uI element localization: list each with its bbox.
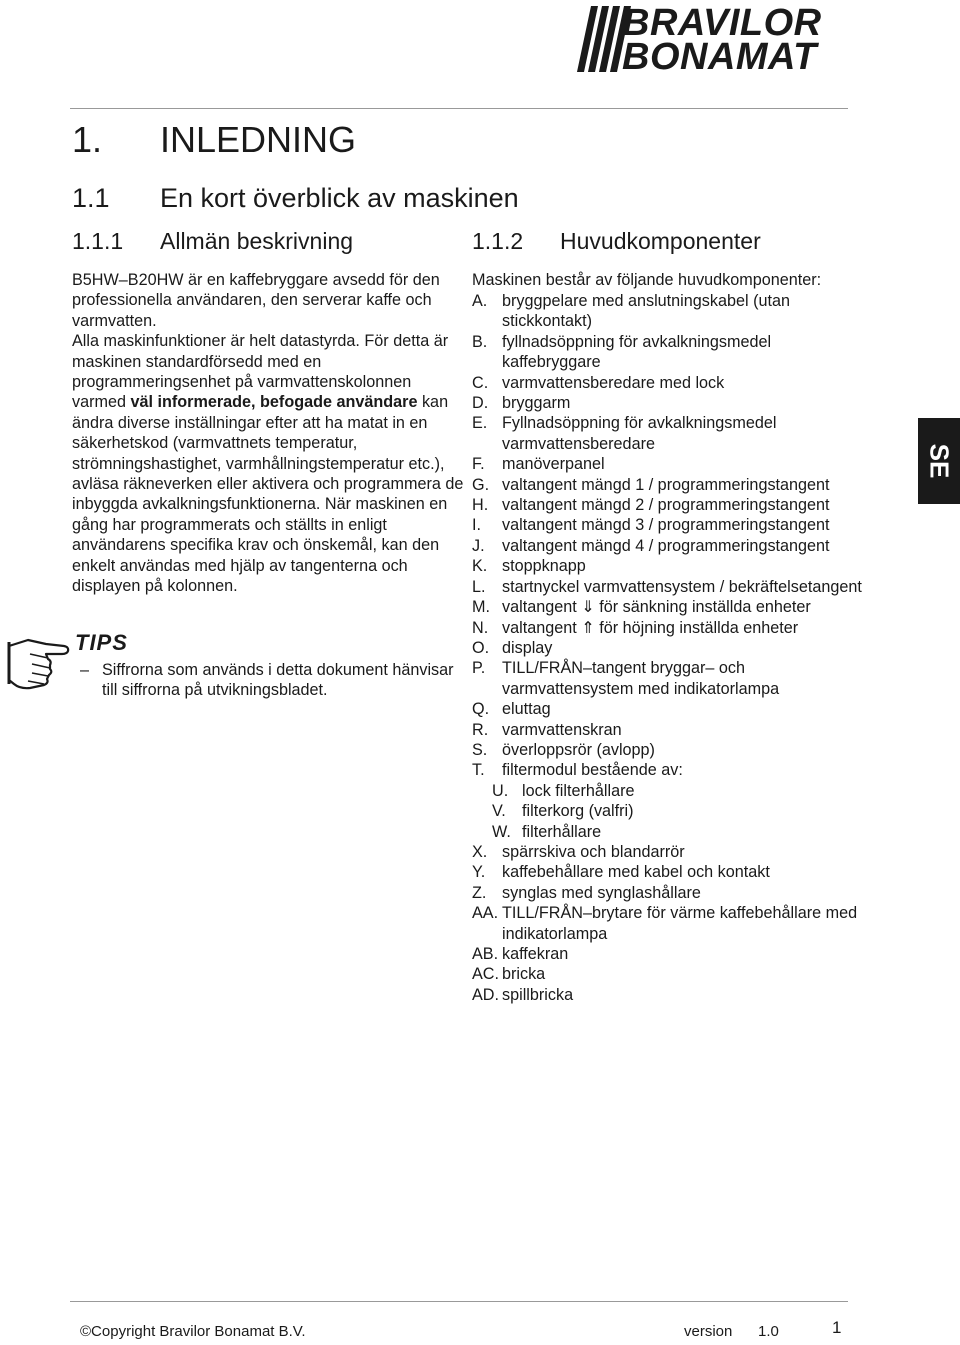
list-item-key: B. xyxy=(472,332,488,351)
paragraph-text: kan ändra diverse inställningar efter att ha matat in en säkerhetskod (varmvattnets temperatur, strömningshastighet, varmhållningstemperatur etc.), avläsa räkneverken eller aktivera och programmera de inbyggda avkalkningsfunktionerna. När maskinen en gång har programmerats och ställts in enligt användarens specifika krav och önskemål, kan den enkelt användas med hjälp av tangenterna och displayen på kolonnen. xyxy=(72,393,464,596)
subsection-heading-general xyxy=(72,226,353,256)
list-item xyxy=(472,801,872,821)
list-item-key: X. xyxy=(472,842,488,861)
list-item xyxy=(472,413,872,454)
subsection-heading-components xyxy=(472,226,761,256)
tips-dash: – xyxy=(80,661,90,679)
list-item xyxy=(472,373,872,393)
list-item-text: display xyxy=(502,638,553,657)
list-item-key: F. xyxy=(472,455,485,474)
tips-note xyxy=(80,660,462,701)
section-title: En kort överblick av maskinen xyxy=(160,183,519,213)
chapter-heading xyxy=(72,118,356,162)
subsection-number: 1.1.2 xyxy=(472,228,524,254)
paragraph-bold-text: väl informerade, befogade användare xyxy=(130,393,418,412)
list-item-key: J. xyxy=(472,536,485,555)
list-item xyxy=(472,556,872,576)
list-item-text: filtermodul bestående av: xyxy=(502,761,683,780)
list-item-key: A. xyxy=(472,292,488,310)
header-rule xyxy=(70,108,848,109)
footer-rule xyxy=(70,1301,848,1302)
list-item-text: spillbricka xyxy=(502,985,574,1004)
list-item xyxy=(472,597,872,617)
list-item-key: AC. xyxy=(472,965,499,984)
list-item-text: eluttag xyxy=(502,700,551,719)
list-item xyxy=(472,332,872,373)
list-item-text: fyllnadsöppning för avkalkningsmedel kaffebryggare xyxy=(502,332,772,372)
list-item-key: S. xyxy=(472,740,488,759)
list-item-text: TILL/FRÅN–tangent bryggar– och varmvattensystem med indikatorlampa xyxy=(502,659,780,698)
list-item-key: R. xyxy=(472,720,489,739)
list-item-key: M. xyxy=(472,598,490,617)
list-item-key: Z. xyxy=(472,883,487,902)
logo-bars-icon xyxy=(578,4,626,74)
list-item-key: T. xyxy=(472,761,485,780)
list-item-text: bricka xyxy=(502,965,546,984)
description-paragraph-1: B5HW–B20HW är en kaffebryggare avsedd för den professionella användaren, den serverar kaffe och varmvatten. xyxy=(72,271,440,330)
list-item-text: valtangent ⇓ för sänkning inställda enheter xyxy=(502,598,811,617)
list-item-text: spärrskiva och blandarrör xyxy=(502,842,685,861)
section-number: 1.1 xyxy=(72,183,110,213)
list-item-text: varmvattensberedare med lock xyxy=(502,373,725,392)
list-item xyxy=(472,760,872,780)
list-item-text: kaffekran xyxy=(502,945,569,963)
list-item-text: bryggarm xyxy=(502,394,571,413)
list-item-text: valtangent ⇑ för höjning inställda enheter xyxy=(502,618,799,637)
chapter-number: 1. xyxy=(72,119,103,160)
list-item xyxy=(472,577,872,597)
list-item xyxy=(472,964,872,984)
list-item-text: varmvattenskran xyxy=(502,720,622,739)
list-item xyxy=(472,985,872,1005)
list-item xyxy=(472,618,872,638)
list-item xyxy=(472,903,872,944)
list-item-key: D. xyxy=(472,394,489,413)
list-item-text: filterhållare xyxy=(522,822,602,841)
list-item-key: U. xyxy=(492,781,509,800)
footer-version-number: 1.0 xyxy=(758,1323,779,1340)
list-item-key: C. xyxy=(472,373,489,392)
list-item-key: H. xyxy=(472,496,489,515)
list-item-key: O. xyxy=(472,638,490,657)
list-item xyxy=(472,822,872,842)
list-item-key: I. xyxy=(472,516,481,535)
list-item xyxy=(472,515,872,535)
section-heading xyxy=(72,180,519,216)
subsection-number: 1.1.1 xyxy=(72,228,124,254)
list-item-key: V. xyxy=(492,802,506,821)
list-item-key: Y. xyxy=(472,863,486,882)
list-item xyxy=(472,393,872,413)
subsection-title: Allmän beskrivning xyxy=(160,228,354,254)
list-item xyxy=(472,842,872,862)
list-item-key: Q. xyxy=(472,700,490,719)
list-item-key: AA. xyxy=(472,904,499,923)
list-item-text: kaffebehållare med kabel och kontakt xyxy=(502,863,770,882)
tips-title: TIPS xyxy=(75,630,128,655)
description-paragraph-2 xyxy=(72,331,464,596)
list-item-text: startnyckel varmvattensystem / bekräftelsetangent xyxy=(502,577,862,596)
pointing-hand-icon xyxy=(6,632,72,694)
list-item-key: E. xyxy=(472,414,488,433)
general-description xyxy=(72,270,464,597)
list-item-text: TILL/FRÅN–brytare för värme kaffebehållare med indikatorlampa xyxy=(502,904,858,943)
list-item xyxy=(472,454,872,474)
list-item xyxy=(472,638,872,658)
list-item xyxy=(472,944,872,964)
list-item-key: K. xyxy=(472,557,488,576)
list-item-text: valtangent mängd 1 / programmeringstangent xyxy=(502,475,830,494)
subsection-title: Huvudkomponenter xyxy=(560,228,761,254)
language-tab xyxy=(918,418,960,504)
brand-logo xyxy=(578,2,848,78)
list-item xyxy=(472,495,872,515)
page-number: 1 xyxy=(832,1318,842,1337)
language-tab-label: SE xyxy=(924,443,955,479)
chapter-title: INLEDNING xyxy=(160,119,357,160)
list-item-text: lock filterhållare xyxy=(522,781,635,800)
logo-text-line1: BRAVILOR xyxy=(622,2,822,44)
list-item-text: valtangent mängd 4 / programmeringstangent xyxy=(502,536,830,555)
list-item-text: filterkorg (valfri) xyxy=(522,802,634,821)
list-item-text: manöverpanel xyxy=(502,455,605,474)
list-item-text: valtangent mängd 3 / programmeringstangent xyxy=(502,516,830,535)
list-item-key: P. xyxy=(472,659,486,678)
list-item xyxy=(472,291,872,332)
list-item-text: valtangent mängd 2 / programmeringstangent xyxy=(502,496,830,515)
list-item-key: AB. xyxy=(472,945,499,963)
list-item-key: G. xyxy=(472,475,490,494)
components-list xyxy=(472,291,872,1005)
list-item-text: synglas med synglashållare xyxy=(502,883,701,902)
footer-version-label: version xyxy=(684,1323,733,1340)
list-item xyxy=(472,699,872,719)
list-item-key: W. xyxy=(492,822,511,841)
logo-text-line2: BONAMAT xyxy=(622,36,817,78)
list-item xyxy=(472,883,872,903)
tips-text: Siffrorna som används i detta dokument hänvisar till siffrorna på utvikningsbladet. xyxy=(102,661,454,700)
list-item-text: stoppknapp xyxy=(502,557,586,576)
list-item xyxy=(472,862,872,882)
list-item-key: L. xyxy=(472,577,486,596)
list-item-key: AD. xyxy=(472,985,499,1004)
list-item xyxy=(472,536,872,556)
footer-copyright: ©Copyright Bravilor Bonamat B.V. xyxy=(80,1323,306,1340)
list-item xyxy=(472,475,872,495)
list-item-key: N. xyxy=(472,618,489,637)
paragraph-text: Alla maskinfunktioner är helt datastyrda. För detta är maskinen standardförsedd med en programmeringsenhet på varmvattenskolonnen varmed xyxy=(72,332,449,412)
components-intro: Maskinen består av följande huvudkomponenter: xyxy=(472,271,822,289)
list-item-text: bryggpelare med anslutningskabel (utan stickkontakt) xyxy=(502,292,790,331)
list-item xyxy=(472,720,872,740)
list-item xyxy=(472,658,872,699)
list-item-text: Fyllnadsöppning för avkalkningsmedel varmvattensberedare xyxy=(502,414,777,453)
list-item xyxy=(472,740,872,760)
list-item xyxy=(472,781,872,801)
list-item-text: överloppsrör (avlopp) xyxy=(502,740,655,759)
